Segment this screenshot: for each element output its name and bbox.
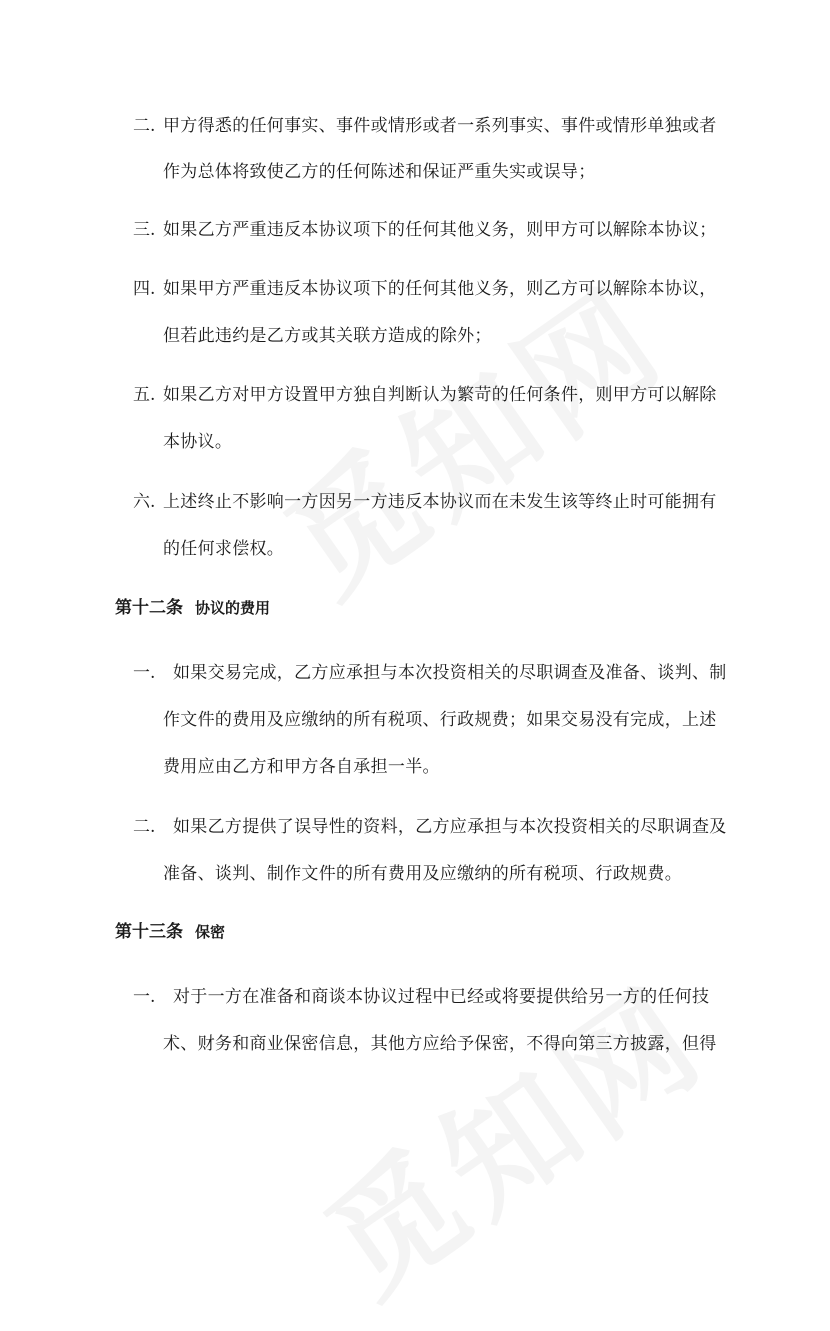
item-text: 但若此违约是乙方或其关联方造成的除外； [163, 326, 492, 346]
item-text: 上述终止不影响一方因另一方违反本协议而在未发生该等终止时可能拥有 [163, 492, 717, 512]
item-text: 作为总体将致使乙方的任何陈述和保证严重失实或误导； [163, 162, 596, 182]
item-number: 三. [133, 220, 156, 240]
item-text: 如果乙方对甲方设置甲方独自判断认为繁苛的任何条件，则甲方可以解除 [163, 385, 717, 405]
section-title: 协议的费用 [195, 599, 271, 617]
item-text: 费用应由乙方和甲方各自承担一半。 [163, 757, 440, 777]
item-text: 甲方得悉的任何事实、事件或情形或者一系列事实、事件或情形单独或者 [163, 116, 717, 136]
item-text: 本协议。 [163, 432, 233, 452]
item-text: 的任何求偿权。 [163, 539, 285, 559]
item-text: 如果交易完成，乙方应承担与本次投资相关的尽职调查及准备、谈判、制 [173, 663, 727, 683]
section-title: 保密 [195, 923, 226, 941]
item-number: 二. [133, 817, 156, 837]
item-text: 术、财务和商业保密信息，其他方应给予保密，不得向第三方披露，但得 [163, 1034, 717, 1054]
item-number: 四. [133, 279, 156, 299]
item-text: 作文件的费用及应缴纳的所有税项、行政规费；如果交易没有完成，上述 [163, 710, 717, 730]
item-number: 六. [133, 492, 156, 512]
section-label: 第十二条 [115, 598, 183, 618]
item-number: 二. [133, 116, 156, 136]
section-heading [115, 922, 225, 942]
item-text: 如果乙方严重违反本协议项下的任何其他义务，则甲方可以解除本协议； [163, 220, 717, 240]
item-number: 一. [133, 987, 156, 1007]
section-label: 第十三条 [115, 922, 183, 942]
item-text: 如果甲方严重违反本协议项下的任何其他义务，则乙方可以解除本协议， [163, 279, 717, 299]
item-text: 对于一方在准备和商谈本协议过程中已经或将要提供给另一方的任何技 [173, 987, 710, 1007]
item-number: 一. [133, 663, 156, 683]
item-text: 如果乙方提供了误导性的资料，乙方应承担与本次投资相关的尽职调查及 [173, 817, 727, 837]
item-text: 准备、谈判、制作文件的所有费用及应缴纳的所有税项、行政规费。 [163, 864, 682, 884]
item-number: 五. [133, 385, 156, 405]
section-heading [115, 598, 270, 618]
